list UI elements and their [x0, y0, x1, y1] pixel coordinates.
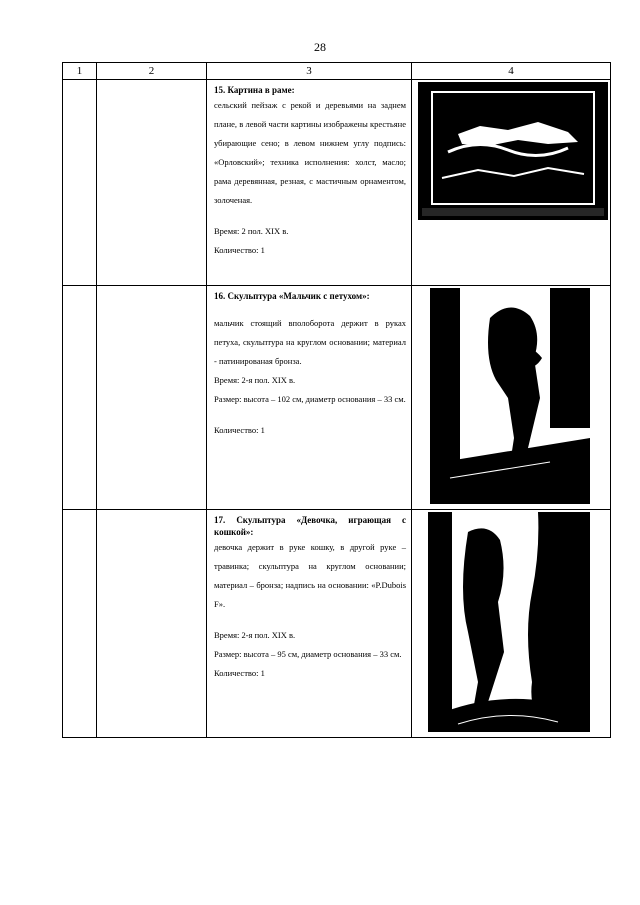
table-row: [63, 80, 611, 286]
row-cell-photo: [412, 286, 611, 510]
row-cell-code: [97, 286, 207, 510]
item-title: 15. Картина в раме:: [214, 85, 295, 95]
girl-with-cat-sculpture-photo: [428, 512, 590, 732]
item-size: Размер: высота – 102 см, диаметр основания – 33 см.: [214, 394, 406, 404]
row-cell-photo: [412, 80, 611, 286]
item-description: мальчик стоящий вполоборота держит в руках петуха, скульптура на круглом основании; материал - патинированая бронза.: [214, 318, 406, 366]
row-cell-number: [63, 510, 97, 738]
inventory-table: [62, 62, 611, 738]
column-header-1: 1: [63, 63, 97, 80]
row-cell-number: [63, 286, 97, 510]
row-cell-description: [207, 510, 412, 738]
framed-painting-photo: [418, 82, 608, 220]
table-row: [63, 510, 611, 738]
row-cell-code: [97, 80, 207, 286]
item-size: Размер: высота – 95 см, диаметр основания – 33 см.: [214, 649, 402, 659]
item-quantity: Количество: 1: [214, 425, 265, 435]
item-description: девочка держит в руке кошку, в другой руке – травинка; скульптура на круглом основании; материал – бронза; надпись на основании: «P.Dubois F».: [214, 542, 406, 609]
table-row: [63, 286, 611, 510]
row-cell-photo: [412, 510, 611, 738]
row-cell-code: [97, 510, 207, 738]
column-header-2: 2: [97, 63, 207, 80]
column-header-3: 3: [207, 63, 412, 80]
item-time: Время: 2-я пол. XIX в.: [214, 375, 296, 385]
item-time: Время: 2 пол. XIX в.: [214, 226, 289, 236]
table-header-row: [63, 63, 611, 80]
row-cell-number: [63, 80, 97, 286]
boy-with-rooster-sculpture-photo: [430, 288, 590, 504]
item-description: сельский пейзаж с рекой и деревьями на заднем плане, в левой части картины изображены крестьяне убирающие сено; в левом нижнем углу подпись: «Орловский»; техника исполнения: холст, масло; рама деревянная, резная, с мастичным орнаментом, золоченая.: [214, 100, 406, 205]
item-quantity: Количество: 1: [214, 245, 265, 255]
column-header-4: 4: [412, 63, 611, 80]
item-title: 16. Скульптура «Мальчик с петухом»:: [214, 291, 370, 301]
item-time: Время: 2-я пол. XIX в.: [214, 630, 296, 640]
row-cell-description: [207, 286, 412, 510]
item-title: 17. Скульптура «Девочка, играющая с кошкой»:: [214, 515, 406, 537]
row-cell-description: [207, 80, 412, 286]
page-number: 28: [314, 40, 326, 54]
item-quantity: Количество: 1: [214, 668, 265, 678]
